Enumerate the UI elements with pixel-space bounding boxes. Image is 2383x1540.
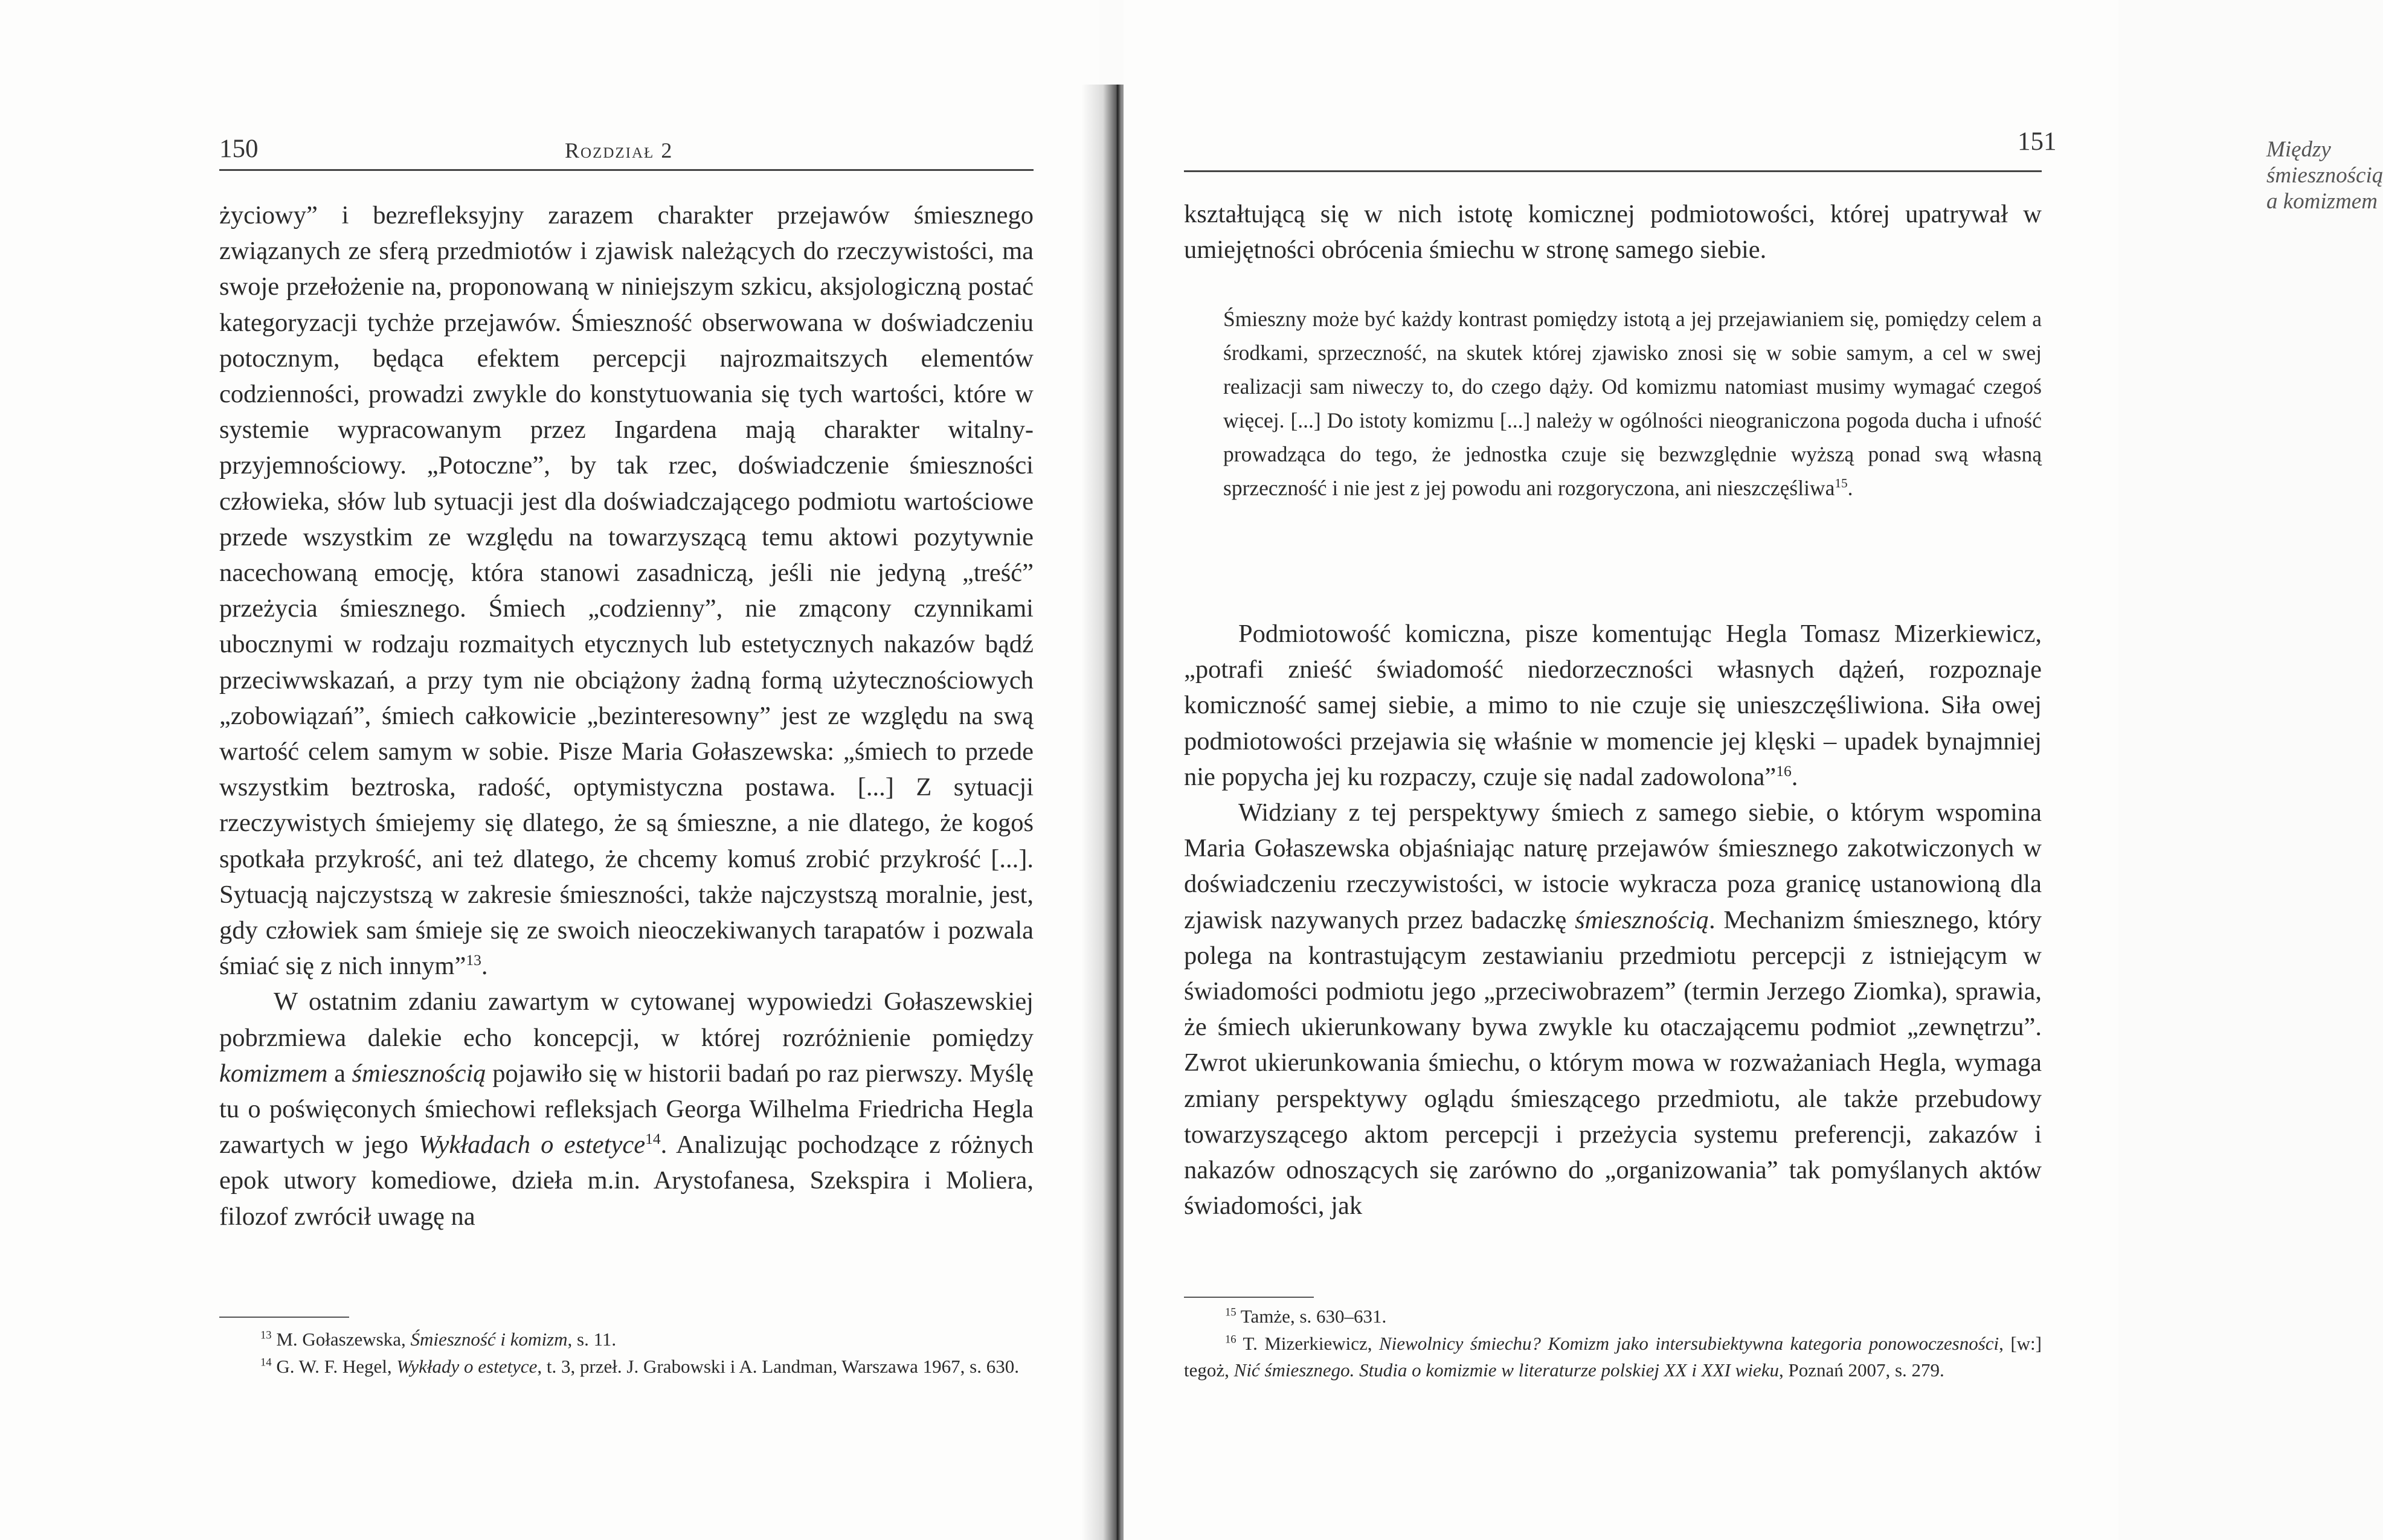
right-body-text bbox=[1184, 616, 2042, 1224]
right-paragraph bbox=[1184, 795, 2042, 1224]
quote-text: . bbox=[1847, 476, 1853, 500]
footnote-ref: 16 bbox=[1776, 762, 1792, 780]
italic-text: Śmieszność i komizm bbox=[410, 1329, 568, 1350]
left-body-text bbox=[219, 197, 1034, 1234]
italic-text: śmiesznością bbox=[352, 1059, 486, 1088]
left-footnotes bbox=[219, 1326, 1034, 1380]
footnote-text: , s. 11. bbox=[567, 1329, 617, 1350]
paragraph-text: . Analizując pochodzące z różnych epok utwory komediowe, dzieła m.in. Arystofanesa, Szekspira i Moliera, filozof zwrócił uwagę na bbox=[219, 1131, 1034, 1231]
italic-text: śmiesznością bbox=[1575, 905, 1709, 934]
footnote-ref: 14 bbox=[645, 1130, 661, 1148]
footnote-text: Tamże, s. 630–631. bbox=[1236, 1306, 1387, 1327]
paragraph-text: Widziany z tej perspektywy śmiech z samego siebie, o którym wspomina Maria Gołaszewska objaśniając naturę przejawów śmiesznego zakotwiczonych w doświadczeniu rzeczywistości, w istocie wykracza poza granicę ustanowioną dla zjawisk nazywanych przez badaczkę bbox=[1184, 798, 2042, 934]
left-running-header: Rozdział 2 bbox=[565, 138, 674, 162]
italic-text: komizmem bbox=[219, 1059, 328, 1088]
footnote bbox=[219, 1326, 1034, 1353]
paragraph-text: a bbox=[327, 1059, 352, 1088]
italic-text: Niewolnicy śmiechu? Komizm jako intersubiektywna kategoria ponowoczesności bbox=[1378, 1332, 1999, 1354]
left-page bbox=[0, 0, 1099, 1540]
footnote-ref: 15 bbox=[1225, 1306, 1237, 1319]
block-quote bbox=[1223, 302, 2042, 505]
paragraph-text: . Mechanizm śmiesznego, który polega na kontrastującym zestawianiu przedmiotu percepcji z istniejącym w świadomości podmiotu jego „przeciwobrazem” (termin Jerzego Ziomka), sprawia, że śmiech ukierunkowany bywa zwykle ku otaczającemu podmiot „zewnętrzu”. Zwrot ukierunkowania śmiechu, o którym mowa w rozważaniach Hegla, wymaga zmiany perspektywy oglądu śmieszącego przedmiotu, ale także przebudowy towarzyszącego aktom percepcji i przeżycia systemu preferencji, zakazów i nakazów odnoszących się zarówno do „organizowania” tak pomyślanych aktów świadomości, jak bbox=[1184, 905, 2042, 1221]
italic-text: Wykłady o estetyce bbox=[396, 1355, 538, 1377]
right-intro-paragraph bbox=[1184, 196, 2042, 268]
paragraph-text: Podmiotowość komiczna, pisze komentując Hegla Tomasz Mizerkiewicz, „potrafi znieść świadomość niedorzeczności własnych dążeń, rozpoznaje komiczność samej siebie, a mimo to nie czuje się unieszczęśliwiona. Siła owej podmiotowości przejawia się właśnie w momencie jej klęski – upadek bynajmniej nie popycha jej ku rozpaczy, czuje się nadal zadowolona” bbox=[1184, 620, 2042, 791]
footnote-text: G. W. F. Hegel, bbox=[271, 1355, 397, 1377]
footnote-ref: 14 bbox=[260, 1356, 272, 1369]
paragraph-text: życiowy” i bezrefleksyjny zarazem charakter przejawów śmiesznego związanych ze sferą przedmiotów i zjawisk należących do rzeczywistości, ma swoje przełożenie na, proponowaną w niniejszym szkicu, aksjologiczną postać kategoryzacji tychże przejawów. Śmieszność obserwowana w doświadczeniu potocznym, będąca efektem percepcji najrozmaitszych elementów codzienności, prowadzi zwykle do konstytuowania się tych wartości, które w systemie wypracowanym przez Ingardena mają charakter witalny-przyjemnościowy. „Potoczne”, by tak rzec, doświadczenie śmieszności człowieka, słów lub sytuacji jest dla doświadczającego podmiotu wartościowe przede wszystkim ze względu na towarzyszącą temu aktowi pozytywnie nacechowaną emocję, która stanowi zasadniczą, jeśli nie jedyną „treść” przeżycia śmiesznego. Śmiech „codzienny”, nie zmącony czynnikami ubocznymi w rodzaju rozmaitych etycznych lub estetycznych nakazów bądź przeciwwskazań, a przy tym nie obciążony żadną formą użytecznościowych „zobowiązań”, śmiech całkowicie „bezinteresowny” jest ze względu na swą wartość celem samym w sobie. Pisze Maria Gołaszewska: „śmiech to przede wszystkim beztroska, radość, optymistyczna postawa. [...] Z sytuacji rzeczywistych śmiejemy się dlatego, że są śmieszne, a nie dlatego, że kogoś spotkała przykrość, ani też dlatego, że chcemy komuś zrobić przykrość [...]. Sytuacją najczystszą w zakresie śmieszności, także najczystszą moralnie, jest, gdy człowiek sam śmieje się ze swoich nieoczekiwanych tarapatów i pozwala śmiać się z nich innym” bbox=[219, 201, 1034, 981]
footnote bbox=[219, 1353, 1034, 1381]
left-paragraph bbox=[219, 984, 1034, 1234]
footnote bbox=[1184, 1330, 2042, 1384]
footnote-ref: 15 bbox=[1835, 476, 1848, 491]
right-header-rule bbox=[1184, 170, 2042, 172]
right-paragraph bbox=[1184, 196, 2042, 268]
right-footnotes bbox=[1184, 1303, 2042, 1384]
paragraph-text: . bbox=[1791, 762, 1798, 791]
left-paragraph bbox=[219, 197, 1034, 984]
footnote-text: M. Gołaszewska, bbox=[271, 1329, 411, 1350]
right-footnote-rule bbox=[1184, 1297, 1314, 1298]
italic-text: Nić śmiesznego. Studia o komizmie w literaturze polskiej XX i XXI wieku bbox=[1233, 1359, 1779, 1381]
footnote-text: , t. 3, przeł. J. Grabowski i A. Landman, Warszawa 1967, s. 630. bbox=[537, 1355, 1019, 1377]
right-paragraph bbox=[1184, 616, 2042, 795]
footnote-text: T. Mizerkiewicz, bbox=[1236, 1332, 1379, 1354]
italic-text: Wykładach o estetyce bbox=[419, 1131, 646, 1160]
footnote bbox=[1184, 1303, 2042, 1330]
footnote-text: , [w:] tegoż, bbox=[1184, 1332, 2042, 1381]
paragraph-text: kształtującą się w nich istotę komicznej podmiotowości, której upatrywał w umiejętności obrócenia śmiechu w stronę samego siebie. bbox=[1184, 200, 2042, 265]
paragraph-text: W ostatnim zdaniu zawartym w cytowanej wypowiedzi Gołaszewskiej pobrzmiewa dalekie echo koncepcji, w której rozróżnienie pomiędzy bbox=[219, 987, 1034, 1052]
right-running-header: Między śmiesznością a komizmem bbox=[2266, 137, 2383, 214]
quote-text: Śmieszny może być każdy kontrast pomiędzy istotą a jej przejawianiem się, pomiędzy celem a środkami, sprzeczność, na skutek której zjawisko znosi się w sobie samym, a cel w swej realizacji sam niweczy to, do czego dąży. Od komizmu natomiast musimy wymagać czegoś więcej. [...] Do istoty komizmu [...] należy w ogólności nieograniczona pogoda ducha i ufność prowadząca do tego, że jednostka czuje się bezwzględnie wyższą ponad swą własną sprzeczność i nie jest z jej powodu ani rozgoryczona, ani nieszczęśliwa bbox=[1223, 307, 2042, 500]
footnote-ref: 16 bbox=[1225, 1333, 1237, 1346]
paragraph-text: . bbox=[481, 952, 488, 981]
right-page bbox=[1124, 0, 2383, 1540]
footnote-ref: 13 bbox=[466, 951, 481, 969]
left-header-rule bbox=[219, 169, 1034, 171]
left-page-number: 150 bbox=[219, 135, 259, 163]
footnote-ref: 13 bbox=[260, 1329, 272, 1342]
paragraph-text: pojawiło się w historii badań po raz pierwszy. Myślę tu o poświęconych śmiechowi refleksjach Georga Wilhelma Friedricha Hegla zawartych w jego bbox=[219, 1059, 1034, 1160]
left-footnote-rule bbox=[219, 1317, 349, 1318]
footnote-text: , Poznań 2007, s. 279. bbox=[1778, 1359, 1944, 1381]
right-page-number: 151 bbox=[2018, 127, 2057, 156]
